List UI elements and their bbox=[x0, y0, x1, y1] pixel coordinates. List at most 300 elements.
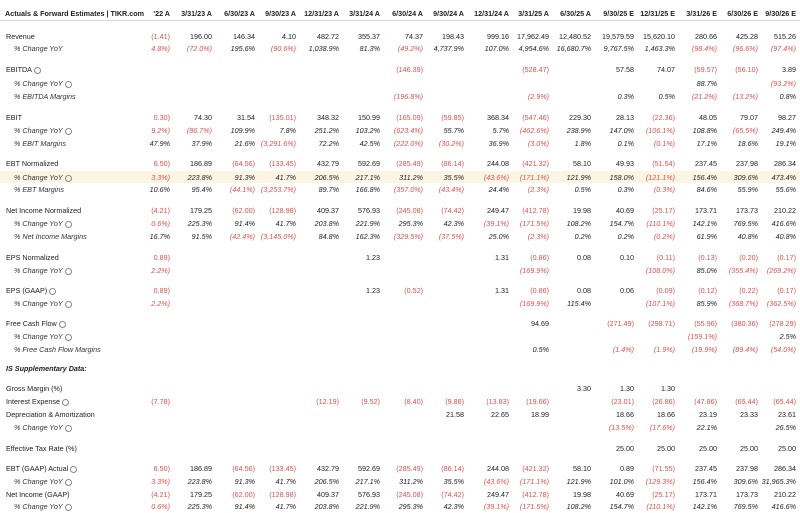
info-icon[interactable] bbox=[65, 504, 72, 511]
table-cell: 237.98 bbox=[736, 464, 758, 473]
table-cell: (25.17) bbox=[652, 206, 675, 215]
table-row bbox=[0, 421, 800, 433]
info-icon[interactable] bbox=[65, 334, 72, 341]
info-icon[interactable] bbox=[65, 221, 72, 228]
column-header: 12/31/25 E bbox=[640, 9, 675, 18]
table-cell: (17.6%) bbox=[649, 423, 675, 432]
table-cell: 249.47 bbox=[487, 490, 509, 499]
table-cell: (65.5%) bbox=[732, 126, 758, 135]
table-cell: 25.00 bbox=[657, 444, 675, 453]
table-cell: 107.0% bbox=[484, 44, 509, 53]
row-label bbox=[6, 410, 95, 419]
table-cell: 1.8% bbox=[574, 139, 591, 148]
table-cell: (86.14) bbox=[441, 464, 464, 473]
table-cell: 42.3% bbox=[443, 219, 464, 228]
table-cell: (171.1%) bbox=[519, 477, 549, 486]
table-cell: (49.2%) bbox=[397, 44, 423, 53]
table-cell: (13.2%) bbox=[732, 92, 758, 101]
table-cell: (64.56) bbox=[232, 464, 255, 473]
table-cell: (4.21) bbox=[151, 490, 170, 499]
table-cell: 89.7% bbox=[318, 185, 339, 194]
table-cell: (110.1%) bbox=[646, 502, 675, 511]
table-cell: 91.4% bbox=[234, 502, 255, 511]
table-row bbox=[0, 330, 800, 342]
table-cell: (9.86) bbox=[445, 397, 464, 406]
table-cell: (171.1%) bbox=[519, 173, 549, 182]
info-icon[interactable] bbox=[65, 81, 72, 88]
table-cell: 173.73 bbox=[736, 490, 758, 499]
table-cell: (329.5%) bbox=[393, 232, 423, 241]
table-cell: 206.5% bbox=[314, 477, 339, 486]
table-cell: 311.2% bbox=[399, 173, 423, 182]
table-cell: 42.5% bbox=[359, 139, 380, 148]
table-cell: (3,253.7%) bbox=[260, 185, 296, 194]
table-row bbox=[0, 111, 800, 123]
table-cell: 3.3%) bbox=[151, 173, 170, 182]
column-header: 6/30/23 A bbox=[224, 9, 255, 18]
table-cell: (25.17) bbox=[652, 490, 675, 499]
table-cell: 473.4% bbox=[771, 173, 796, 182]
table-cell: (47.86) bbox=[694, 397, 717, 406]
table-cell: (0.13) bbox=[698, 253, 717, 262]
table-cell: 432.79 bbox=[317, 464, 339, 473]
table-cell: 10.6% bbox=[149, 185, 170, 194]
info-icon[interactable] bbox=[59, 321, 66, 328]
row-label-text: % EBT Margins bbox=[14, 185, 64, 194]
row-label bbox=[6, 206, 81, 215]
column-header: 3/31/25 A bbox=[518, 9, 549, 18]
table-cell: 210.22 bbox=[774, 206, 796, 215]
table-cell: 22.65 bbox=[491, 410, 509, 419]
table-cell: 21.58 bbox=[446, 410, 464, 419]
row-label bbox=[6, 364, 87, 373]
table-cell: 9,767.5% bbox=[603, 44, 634, 53]
table-cell: (0.1%) bbox=[653, 139, 675, 148]
table-cell: (13.5%) bbox=[608, 423, 634, 432]
table-cell: 249.47 bbox=[487, 206, 509, 215]
table-cell: (62.00) bbox=[232, 206, 255, 215]
table-row bbox=[0, 251, 800, 263]
table-cell: 203.8% bbox=[314, 219, 339, 228]
table-cell: 186.89 bbox=[190, 464, 212, 473]
table-cell: 286.34 bbox=[774, 464, 796, 473]
table-cell: (86.14) bbox=[441, 159, 464, 168]
table-cell: (269.2%) bbox=[766, 266, 796, 275]
table-cell: 295.3% bbox=[398, 219, 423, 228]
table-cell: (86.7%) bbox=[186, 126, 212, 135]
table-cell: 0.30) bbox=[153, 113, 170, 122]
table-cell: 237.45 bbox=[695, 159, 717, 168]
row-label bbox=[6, 32, 35, 41]
table-cell: 91.3% bbox=[234, 173, 255, 182]
table-cell: (110.1%) bbox=[646, 219, 675, 228]
table-cell: (121.1%) bbox=[645, 173, 675, 182]
info-icon[interactable] bbox=[65, 425, 72, 432]
table-cell: 1.23 bbox=[366, 253, 380, 262]
row-label-text: Revenue bbox=[6, 32, 35, 41]
table-cell: 121.9% bbox=[566, 477, 591, 486]
table-cell: (0.52) bbox=[404, 286, 423, 295]
table-cell: (30.2%) bbox=[438, 139, 464, 148]
table-cell: (129.3%) bbox=[645, 477, 675, 486]
table-cell: 409.37 bbox=[317, 206, 339, 215]
table-cell: 217.1% bbox=[355, 173, 380, 182]
table-cell: (71.55) bbox=[652, 464, 675, 473]
info-icon[interactable] bbox=[65, 128, 72, 135]
table-cell: 42.3% bbox=[443, 502, 464, 511]
table-cell: 221.9% bbox=[355, 502, 380, 511]
table-cell: 592.69 bbox=[358, 464, 380, 473]
row-label-text: % Change YoY bbox=[14, 79, 63, 88]
table-cell: 25.00 bbox=[740, 444, 758, 453]
table-cell: 0.5% bbox=[574, 185, 591, 194]
table-cell: 0.06 bbox=[620, 286, 634, 295]
table-cell: 23.19 bbox=[699, 410, 717, 419]
table-cell: 4,954.6% bbox=[518, 44, 549, 53]
table-cell: 19.98 bbox=[573, 490, 591, 499]
info-icon[interactable] bbox=[70, 466, 77, 473]
table-cell: 150.99 bbox=[358, 113, 380, 122]
table-cell: 58.10 bbox=[573, 464, 591, 473]
table-cell: 18.66 bbox=[616, 410, 634, 419]
table-cell: 179.25 bbox=[190, 490, 212, 499]
table-cell: 26.5% bbox=[775, 423, 796, 432]
table-cell: 84.8% bbox=[318, 232, 339, 241]
table-header bbox=[0, 6, 800, 21]
row-label-text: % Net Income Margins bbox=[14, 232, 87, 241]
table-cell: 158.0% bbox=[609, 173, 634, 182]
table-cell: (107.1%) bbox=[645, 299, 675, 308]
row-label-text: EBT Normalized bbox=[6, 159, 59, 168]
table-cell: 74.37 bbox=[405, 32, 423, 41]
table-row bbox=[0, 171, 800, 183]
table-cell: 35.5% bbox=[443, 173, 464, 182]
table-cell: 0.08 bbox=[577, 253, 591, 262]
table-cell: 31.54 bbox=[237, 113, 255, 122]
table-cell: 6.50) bbox=[153, 464, 170, 473]
table-row bbox=[0, 204, 800, 216]
table-cell: 4,737.9% bbox=[433, 44, 464, 53]
table-cell: (26.86) bbox=[652, 397, 675, 406]
table-cell: (380.36) bbox=[731, 319, 758, 328]
table-cell: 999.16 bbox=[487, 32, 509, 41]
table-cell: (462.6%) bbox=[519, 126, 549, 135]
row-label bbox=[6, 490, 70, 499]
table-cell: 23.33 bbox=[740, 410, 758, 419]
table-cell: (98.4%) bbox=[691, 44, 717, 53]
table-cell: (128.98) bbox=[269, 206, 296, 215]
table-cell: (278.29) bbox=[769, 319, 796, 328]
table-cell: 238.9% bbox=[566, 126, 591, 135]
table-cell: (23.01) bbox=[611, 397, 634, 406]
table-cell: (0.12) bbox=[698, 286, 717, 295]
table-row bbox=[0, 124, 800, 136]
table-cell: 348.32 bbox=[317, 113, 339, 122]
row-label-text: % Change YoY bbox=[14, 219, 63, 228]
table-cell: (90.6%) bbox=[270, 44, 296, 53]
table-cell: 55.7% bbox=[443, 126, 464, 135]
table-cell: (245.08) bbox=[396, 490, 423, 499]
row-label bbox=[6, 464, 77, 473]
table-cell: (37.5%) bbox=[438, 232, 464, 241]
info-icon[interactable] bbox=[65, 479, 72, 486]
table-cell: (65.44) bbox=[735, 397, 758, 406]
table-cell: (4.21) bbox=[151, 206, 170, 215]
table-cell: (19.9%) bbox=[691, 345, 717, 354]
table-row bbox=[0, 77, 800, 89]
table-cell: 1.31 bbox=[495, 253, 509, 262]
row-label bbox=[6, 319, 66, 328]
table-cell: 88.7% bbox=[696, 79, 717, 88]
table-cell: (7.78) bbox=[151, 397, 170, 406]
table-cell: (62.00) bbox=[232, 490, 255, 499]
table-cell: (44.1%) bbox=[229, 185, 255, 194]
table-cell: 173.73 bbox=[736, 206, 758, 215]
table-cell: 162.3% bbox=[355, 232, 380, 241]
table-cell: (106.1%) bbox=[645, 126, 675, 135]
table-cell: 108.2% bbox=[566, 219, 591, 228]
table-cell: 55.6% bbox=[775, 185, 796, 194]
table-cell: (0.86) bbox=[530, 286, 549, 295]
table-cell: (0.11) bbox=[656, 253, 675, 262]
table-cell: (42.4%) bbox=[229, 232, 255, 241]
table-cell: 225.3% bbox=[187, 502, 212, 511]
row-label-text: EBT (GAAP) Actual bbox=[6, 464, 69, 473]
info-icon[interactable] bbox=[65, 175, 72, 182]
table-cell: (0.3%) bbox=[653, 185, 675, 194]
row-label bbox=[6, 286, 56, 295]
row-label bbox=[14, 502, 72, 511]
row-label bbox=[6, 253, 59, 262]
row-label bbox=[14, 266, 72, 275]
table-cell: (54.0%) bbox=[770, 345, 796, 354]
table-row bbox=[0, 63, 800, 75]
row-label bbox=[6, 113, 22, 122]
table-cell: 40.69 bbox=[616, 490, 634, 499]
table-cell: 154.7% bbox=[609, 502, 634, 511]
table-cell: 72.2% bbox=[318, 139, 339, 148]
table-cell: 425.28 bbox=[736, 32, 758, 41]
table-cell: 28.13 bbox=[616, 113, 634, 122]
table-cell: 249.4% bbox=[771, 126, 796, 135]
table-cell: (3,145.0%) bbox=[260, 232, 296, 241]
table-row bbox=[0, 475, 800, 487]
table-cell: (0.20) bbox=[739, 253, 758, 262]
table-cell: (2.3%) bbox=[527, 185, 549, 194]
table-cell: 74.30 bbox=[194, 113, 212, 122]
table-cell: 91.5% bbox=[191, 232, 212, 241]
column-header: 12/31/24 A bbox=[474, 9, 509, 18]
table-cell: (22.36) bbox=[652, 113, 675, 122]
table-cell: 186.89 bbox=[190, 159, 212, 168]
row-label-text: Free Cash Flow bbox=[6, 319, 57, 328]
table-cell: (171.5%) bbox=[519, 219, 549, 228]
table-cell: (39.1%) bbox=[483, 219, 509, 228]
table-cell: (165.09) bbox=[396, 113, 423, 122]
table-cell: 173.71 bbox=[695, 490, 717, 499]
table-row bbox=[0, 217, 800, 229]
table-cell: 147.0% bbox=[609, 126, 634, 135]
row-label-text: EBITDA bbox=[6, 65, 32, 74]
table-cell: 25.00 bbox=[616, 444, 634, 453]
table-cell: (357.0%) bbox=[393, 185, 423, 194]
table-cell: 22.1% bbox=[696, 423, 717, 432]
table-cell: 0.6%) bbox=[151, 219, 170, 228]
row-label bbox=[14, 185, 64, 194]
table-cell: 142.1% bbox=[692, 502, 717, 511]
row-label-text: Net Income (GAAP) bbox=[6, 490, 70, 499]
column-header: 6/30/26 E bbox=[727, 9, 758, 18]
table-cell: (412.78) bbox=[522, 206, 549, 215]
table-cell: 0.08 bbox=[577, 286, 591, 295]
table-cell: (146.39) bbox=[396, 65, 423, 74]
table-cell: 48.05 bbox=[699, 113, 717, 122]
table-cell: 2.2%) bbox=[151, 266, 170, 275]
table-cell: (0.17) bbox=[777, 286, 796, 295]
info-icon[interactable] bbox=[65, 268, 72, 275]
table-row bbox=[0, 157, 800, 169]
row-label-text: EPS Normalized bbox=[6, 253, 59, 262]
table-cell: 142.1% bbox=[692, 219, 717, 228]
table-cell: 1.30 bbox=[620, 384, 634, 393]
table-row bbox=[0, 462, 800, 474]
table-cell: 179.25 bbox=[190, 206, 212, 215]
table-cell: 229.30 bbox=[569, 113, 591, 122]
table-cell: 217.1% bbox=[355, 477, 380, 486]
column-header: 9/30/25 E bbox=[603, 9, 634, 18]
table-cell: 166.8% bbox=[355, 185, 380, 194]
table-cell: 41.7% bbox=[275, 477, 296, 486]
row-label-text: Gross Margin (%) bbox=[6, 384, 63, 393]
table-cell: (0.22) bbox=[739, 286, 758, 295]
table-cell: 61.9% bbox=[696, 232, 717, 241]
table-cell: (74.42) bbox=[441, 490, 464, 499]
table-cell: 309.6% bbox=[733, 477, 758, 486]
table-cell: (51.54) bbox=[652, 159, 675, 168]
table-cell: 196.00 bbox=[190, 32, 212, 41]
table-row bbox=[0, 362, 800, 374]
row-label bbox=[14, 79, 72, 88]
table-cell: (13.83) bbox=[486, 397, 509, 406]
table-cell: 156.4% bbox=[692, 477, 717, 486]
table-cell: 81.3% bbox=[359, 44, 380, 53]
table-cell: (285.49) bbox=[396, 159, 423, 168]
table-cell: 280.66 bbox=[695, 32, 717, 41]
row-label bbox=[14, 44, 63, 53]
table-cell: 74.07 bbox=[657, 65, 675, 74]
table-cell: 1,038.9% bbox=[308, 44, 339, 53]
table-cell: 21.6% bbox=[234, 139, 255, 148]
table-cell: (39.1%) bbox=[483, 502, 509, 511]
table-cell: 0.2% bbox=[574, 232, 591, 241]
table-row bbox=[0, 264, 800, 276]
table-cell: (271.49) bbox=[607, 319, 634, 328]
table-cell: 41.7% bbox=[275, 219, 296, 228]
table-row bbox=[0, 500, 800, 512]
table-cell: 223.8% bbox=[187, 173, 212, 182]
table-cell: 47.9% bbox=[149, 139, 170, 148]
row-label-text: % Change YoY bbox=[14, 126, 63, 135]
table-cell: (59.57) bbox=[694, 65, 717, 74]
table-cell: 0.3% bbox=[617, 92, 634, 101]
table-cell: 1.30 bbox=[661, 384, 675, 393]
info-icon[interactable] bbox=[34, 67, 41, 74]
table-cell: (97.4%) bbox=[770, 44, 796, 53]
table-cell: (623.4%) bbox=[393, 126, 423, 135]
table-cell: 195.6% bbox=[230, 44, 255, 53]
table-cell: (196.8%) bbox=[393, 92, 423, 101]
table-cell: 12,480.52 bbox=[559, 32, 591, 41]
column-header: 9/30/24 A bbox=[433, 9, 464, 18]
table-cell: 0.89) bbox=[153, 286, 170, 295]
table-cell: 154.7% bbox=[609, 219, 634, 228]
table-cell: 1,463.3% bbox=[644, 44, 675, 53]
table-row bbox=[0, 42, 800, 54]
row-label bbox=[14, 332, 72, 341]
column-header: 3/31/24 A bbox=[349, 9, 380, 18]
table-cell: 0.6%) bbox=[151, 502, 170, 511]
table-cell: 368.34 bbox=[487, 113, 509, 122]
row-label-text: % Change YoY bbox=[14, 44, 63, 53]
info-icon[interactable] bbox=[65, 301, 72, 308]
table-cell: 17.1% bbox=[696, 139, 717, 148]
table-cell: 769.5% bbox=[733, 502, 758, 511]
table-cell: (64.56) bbox=[232, 159, 255, 168]
table-cell: (222.0%) bbox=[393, 139, 423, 148]
table-cell: 0.3% bbox=[617, 185, 634, 194]
table-cell: 6.50) bbox=[153, 159, 170, 168]
table-cell: (285.49) bbox=[396, 464, 423, 473]
table-cell: 515.26 bbox=[774, 32, 796, 41]
table-cell: 103.2% bbox=[355, 126, 380, 135]
table-cell: (368.7%) bbox=[728, 299, 758, 308]
row-label-text: % Change YoY bbox=[14, 502, 63, 511]
row-label-text: Interest Expense bbox=[6, 397, 60, 406]
table-row bbox=[0, 442, 800, 454]
info-icon[interactable] bbox=[49, 288, 56, 295]
table-cell: 237.98 bbox=[736, 159, 758, 168]
info-icon[interactable] bbox=[62, 399, 69, 406]
table-cell: (1.4%) bbox=[612, 345, 634, 354]
table-cell: 244.08 bbox=[487, 464, 509, 473]
table-cell: (169.9%) bbox=[519, 299, 549, 308]
table-row bbox=[0, 230, 800, 242]
row-label bbox=[6, 384, 62, 393]
table-cell: 16.7% bbox=[149, 232, 170, 241]
table-cell: 35.5% bbox=[443, 477, 464, 486]
table-cell: (96.6%) bbox=[732, 44, 758, 53]
row-label-text: % Change YoY bbox=[14, 173, 63, 182]
table-cell: 49.93 bbox=[616, 159, 634, 168]
table-cell: 24.4% bbox=[488, 185, 509, 194]
table-title: Actuals & Forward Estimates | TIKR.com bbox=[5, 9, 145, 18]
row-label bbox=[14, 232, 87, 241]
column-header: 3/31/26 E bbox=[686, 9, 717, 18]
row-label bbox=[14, 92, 76, 101]
row-label-text: Depreciation & Amortization bbox=[6, 410, 95, 419]
table-cell: (108.0%) bbox=[645, 266, 675, 275]
row-label bbox=[6, 159, 58, 168]
row-label bbox=[14, 219, 72, 228]
table-cell: 91.4% bbox=[234, 219, 255, 228]
column-header: 12/31/23 A bbox=[304, 9, 339, 18]
table-row bbox=[0, 395, 800, 407]
table-cell: 416.6% bbox=[771, 219, 796, 228]
table-cell: 57.58 bbox=[616, 65, 634, 74]
table-cell: 41.7% bbox=[275, 502, 296, 511]
table-cell: (0.2%) bbox=[653, 232, 675, 241]
table-cell: (169.9%) bbox=[519, 266, 549, 275]
